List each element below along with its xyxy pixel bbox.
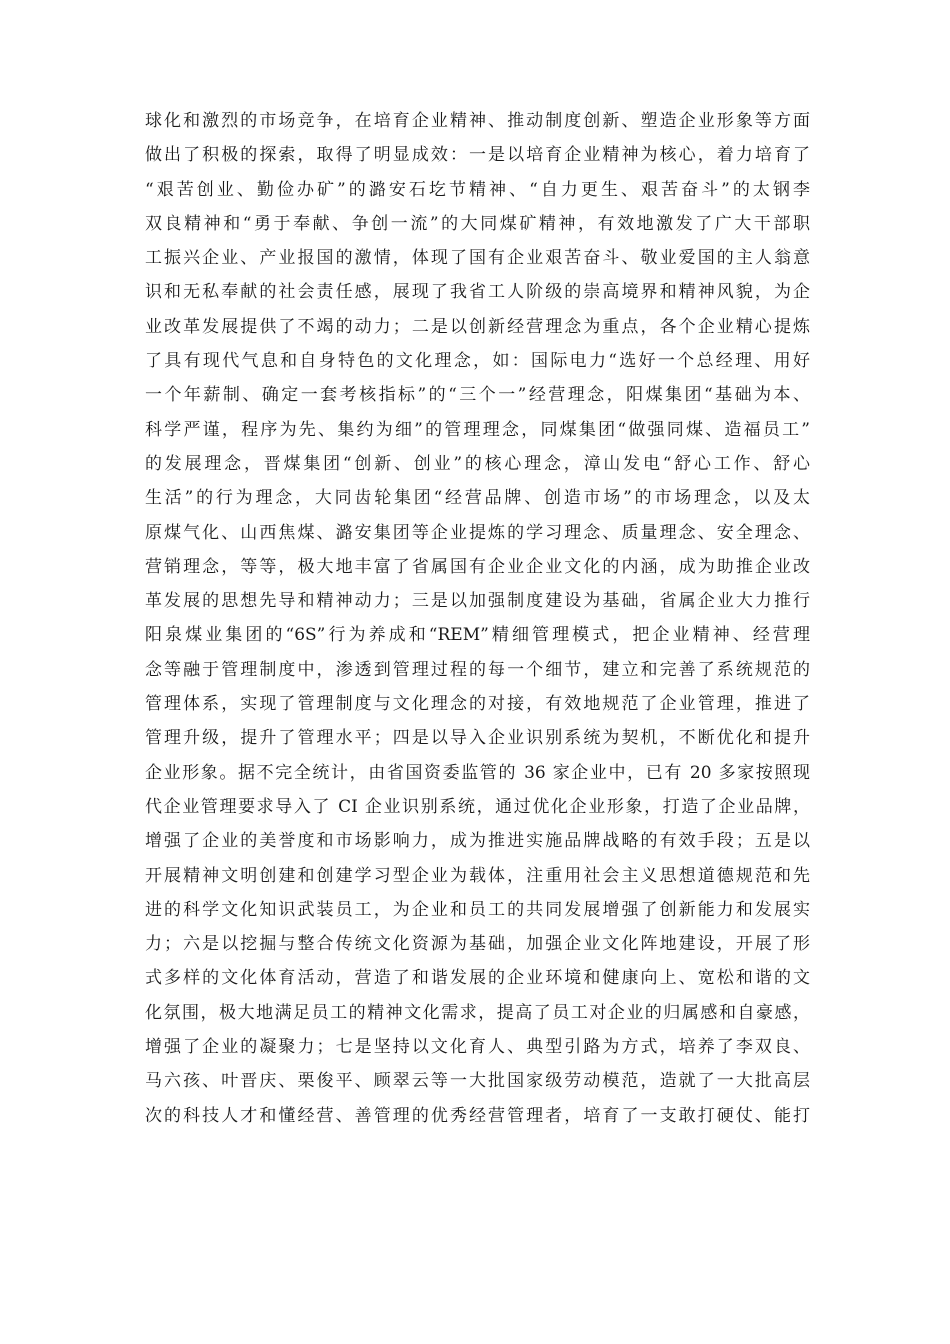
- text-line: 企业形象。据不完全统计，由省国资委监管的 36 家企业中，已有 20 多家按照现: [145, 762, 810, 783]
- text-line: 马六孩、叶晋庆、栗俊平、顾翠云等一大批国家级劳动模范，造就了一大批高层: [145, 1071, 810, 1092]
- text-line: 增强了企业的凝聚力；七是坚持以文化育人、典型引路为方式，培养了李双良、: [145, 1037, 810, 1058]
- text-line: 念等融于管理制度中，渗透到管理过程的每一个细节，建立和完善了系统规范的: [145, 659, 810, 680]
- text-line: 化氛围，极大地满足员工的精神文化需求，提高了员工对企业的归属感和自豪感，: [145, 1002, 810, 1023]
- text-line: 业改革发展提供了不竭的动力；二是以创新经营理念为重点，各个企业精心提炼: [145, 316, 810, 337]
- text-line: “艰苦创业、勤俭办矿”的潞安石圪节精神、“自力更生、艰苦奋斗”的太钢李: [145, 179, 810, 200]
- text-line: 增强了企业的美誉度和市场影响力，成为推进实施品牌战略的有效手段；五是以: [145, 831, 810, 852]
- text-line: 生活”的行为理念，大同齿轮集团“经营品牌、创造市场”的市场理念，以及太: [145, 488, 810, 509]
- text-line: 管理升级，提升了管理水平；四是以导入企业识别系统为契机，不断优化和提升: [145, 728, 810, 749]
- text-line: 科学严谨，程序为先、集约为细”的管理理念，同煤集团“做强同煤、造福员工”: [145, 419, 810, 440]
- text-line: 做出了积极的探索，取得了明显成效：一是以培育企业精神为核心，着力培育了: [145, 145, 810, 166]
- text-line: 识和无私奉献的社会责任感，展现了我省工人阶级的崇高境界和精神风貌，为企: [145, 282, 810, 303]
- text-line: 的发展理念，晋煤集团“创新、创业”的核心理念，漳山发电“舒心工作、舒心: [145, 453, 810, 474]
- text-line: 一个年薪制、确定一套考核指标”的“三个一”经营理念，阳煤集团“基础为本、: [145, 385, 810, 406]
- text-line: 进的科学文化知识武装员工，为企业和员工的共同发展增强了创新能力和发展实: [145, 899, 810, 920]
- text-line: 开展精神文明创建和创建学习型企业为载体，注重用社会主义思想道德规范和先: [145, 865, 810, 886]
- text-line: 代企业管理要求导入了 CI 企业识别系统，通过优化企业形象，打造了企业品牌，: [145, 796, 810, 817]
- text-line: 次的科技人才和懂经营、善管理的优秀经营管理者，培育了一支敢打硬仗、能打: [145, 1105, 810, 1126]
- body-text: [145, 104, 810, 1133]
- text-line: 革发展的思想先导和精神动力；三是以加强制度建设为基础，省属企业大力推行: [145, 591, 810, 612]
- text-line: 力；六是以挖掘与整合传统文化资源为基础，加强企业文化阵地建设，开展了形: [145, 934, 810, 955]
- text-line: 阳泉煤业集团的“6S”行为养成和“REM”精细管理模式，把企业精神、经营理: [145, 625, 810, 646]
- text-line: 原煤气化、山西焦煤、潞安集团等企业提炼的学习理念、质量理念、安全理念、: [145, 522, 810, 543]
- text-line: 双良精神和“勇于奉献、争创一流”的大同煤矿精神，有效地激发了广大干部职: [145, 213, 810, 234]
- text-line: 管理体系，实现了管理制度与文化理念的对接，有效地规范了企业管理，推进了: [145, 694, 810, 715]
- text-line: 式多样的文化体育活动，营造了和谐发展的企业环境和健康向上、宽松和谐的文: [145, 968, 810, 989]
- text-line: 球化和激烈的市场竞争，在培育企业精神、推动制度创新、塑造企业形象等方面: [145, 111, 810, 131]
- text-line: 营销理念，等等，极大地丰富了省属国有企业企业文化的内涵，成为助推企业改: [145, 556, 810, 577]
- text-line: 了具有现代气息和自身特色的文化理念，如：国际电力“选好一个总经理、用好: [145, 351, 810, 372]
- text-line: 工振兴企业、产业报国的激情，体现了国有企业艰苦奋斗、敬业爱国的主人翁意: [145, 248, 810, 269]
